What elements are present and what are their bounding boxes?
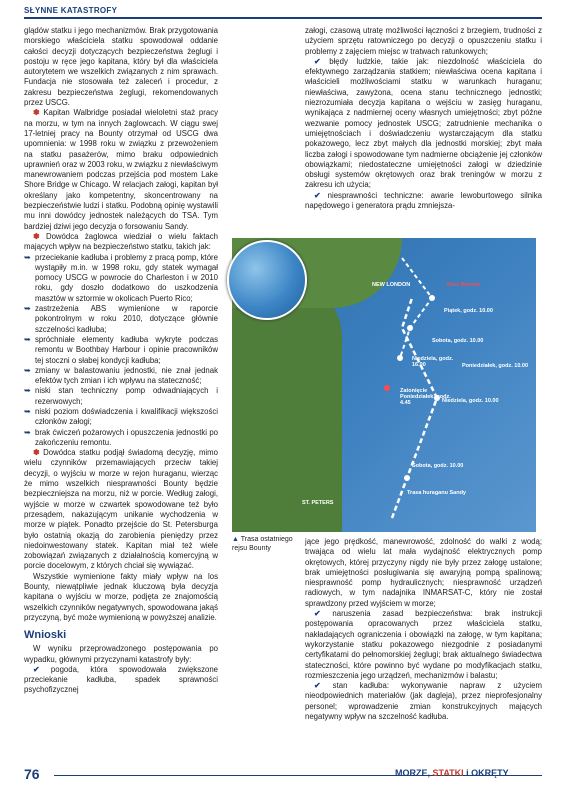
triangle-icon: ▲ bbox=[232, 536, 241, 543]
paragraph: ✔ niesprawności techniczne: awarie lewoburtowego silnika napędowego i generatora prądu zmniejsza- bbox=[305, 190, 542, 211]
paragraph: ✔ stan kadłuba: wykonywanie napraw z użyciem nieodpowiednich materiałów (jak dagleja), przez nieprofesjonalny personel; wprowadzenie zmian konstrukcyjnych mających negatywny wpływ na szczelność kadłuba. bbox=[305, 681, 542, 722]
map-label: Zatonięcie Poniedziałek, godz. 4.45 bbox=[400, 388, 451, 406]
paragraph: W wyniku przeprowadzonego postępowania po wypadku, głównymi przyczynami katastrofy były: bbox=[24, 644, 218, 664]
list-item: ➥ niski stan techniczny pomp odwadniających i rezerwowych; bbox=[24, 386, 218, 406]
list-item: ➥ zmiany w balastowaniu jednostki, nie znał jednak efektów tych zmian i ich wpływu na stateczność; bbox=[24, 365, 218, 386]
arrow-icon: ➥ bbox=[24, 427, 31, 437]
list-item: ➥ brak ćwiczeń pożarowych i opuszczenia jednostki po zakończeniu remontu. bbox=[24, 427, 218, 447]
column-right-bottom bbox=[305, 537, 542, 722]
globe-inset bbox=[227, 240, 307, 320]
map-label: Poniedziałek, godz. 10.00 bbox=[462, 363, 529, 369]
paragraph: załogi, czasową utratę możliwości łączności z brzegiem, trudności z użyciem sprzętu ratowniczego po decyzji o opuszczeniu statku i problemy z zajęciem miejsc w tratwach ratunkowych; bbox=[305, 26, 542, 56]
check-icon: ✔ bbox=[314, 681, 333, 691]
paragraph: Wszystkie wymienione fakty miały wpływ na los Bounty, niewątpliwie jednak kluczową była decyzja kapitana o wyjściu w morze, podjęta ze znajomością wszelkich czynników negatywnych, spowodowana jakąś przyczyną, być może wymienioną w powyższej analizie. bbox=[24, 571, 218, 622]
check-icon: ✔ bbox=[314, 56, 330, 66]
column-right-top bbox=[305, 26, 542, 211]
paragraph: ✽ Kapitan Walbridge posiadał wieloletni staż pracy na morzu, w tym na innych żaglowcach. W ciągu swej 17-letniej pracy na Bounty otrzymał od USCG dwa upomnienia: w 1998 roku w związku z przewożeniem na statku pasażerów, mimo braku odpowiednich uprawnień oraz w 2003 roku, w związku z niewłaściwym manewrowaniem podczas przejścia pod mostem Lake Shore Bridge w Chicago. W relacjach załogi, kapitan był określany jako kompetentny, skoncentrowany na bezpieczeństwie ludzi i statku. Podobną opinię wystawili mu inni dowódcy jednostek należących do TSA. Tym bardziej dziwi jego decyzja o forsowaniu Sandy. bbox=[24, 108, 218, 231]
magazine-title: MORZE, STATKI i OKRĘTY bbox=[395, 768, 509, 778]
map-label: ST. PETERS bbox=[302, 500, 334, 506]
arrow-icon: ➥ bbox=[24, 386, 31, 396]
paragraph: ✽ Dowódca statku podjął świadomą decyzję, mimo wielu czynników przemawiających przeciw takiej decyzji, o wyjściu w morze w rejon huraganu, wierząc że mimo wszelkich niesprawności Bounty będzie bezpieczniejsza na morzu, niż w porcie. Według załogi, wyjście w morze w czwartek spowodowane też było przesądem, nakazującym unikanie wychodzenia w morze w piątek. Ponadto przejście do St. Petersburga było ostatnią okazją do zarobienia pieniędzy przez niedoinwestowany statek. Kapitan miał też wiele zobowiązań związanych z działalnością komercyjną w porcie docelowym, z których chciał się wywiązać. bbox=[24, 448, 218, 571]
list-item: ➥ przeciekanie kadłuba i problemy z pracą pomp, które wystąpiły m.in. w 1998 roku, gdy statek wymagał pomocy USCG w powrocie do Charleston i w 2010 roku, gdy doszło dodatkowo do uszkodzenia masztów w sztormie w okolicach Puerto Rico; bbox=[24, 252, 218, 303]
arrow-icon: ➥ bbox=[24, 406, 31, 416]
map-label: Trasa huraganu Sandy bbox=[407, 490, 466, 496]
star-icon: ✽ bbox=[33, 108, 44, 118]
page-number: 76 bbox=[24, 766, 40, 782]
map-label: NEW LONDON bbox=[372, 282, 411, 288]
paragraph: glądów statku i jego mechanizmów. Brak przygotowania morskiego właściciela statku spowodował oddanie całości decyzji dotyczących bezpieczeństwa żeglugi i postoju w ręce jego kapitana, który był dla właściciela autorytetem we wszelkich związanych z nim sprawach. Fundacja nie stosowała też zaleceń i procedur, z zakresu bezpieczeństwa żeglugi, rekomendowanych przez USCG. bbox=[24, 26, 218, 108]
header-rule bbox=[24, 17, 542, 19]
arrow-icon: ➥ bbox=[24, 365, 31, 375]
paragraph: ✔ pogoda, która spowodowała zwiększone przeciekanie kadłuba, spadek sprawności psychofizycznej bbox=[24, 664, 218, 695]
map-label: Sobota, godz. 10.00 bbox=[432, 338, 484, 344]
map-label: Sobota, godz. 10.00 bbox=[412, 463, 464, 469]
arrow-icon: ➥ bbox=[24, 304, 31, 314]
map-caption: ▲ Trasa ostatniego rejsu Bounty bbox=[232, 536, 293, 552]
map-label: Niedziela, godz. 10.00 bbox=[442, 398, 499, 404]
star-icon: ✽ bbox=[33, 448, 44, 458]
paragraph: ✔ naruszenia zasad bezpieczeństwa: brak instrukcji postępowania opracowanych przez właściciela statku, nakładających ograniczenia i obowiązki na załogę, w tym kapitana; wykorzystanie statku pokazowego niezgodnie z posiadanymi certyfikatami do pełnomorskiej żeglugi; brak aktualnego świadectwa stateczności, które powinno być wydane po modyfikacjach statku, rozmieszczenia jego urządzeń, mechanizmów i balastu; bbox=[305, 609, 542, 680]
list-item: ➥ zastrzeżenia ABS wymienione w raporcie pokontrolnym w roku 2010, dotyczące głównie szczelności kadłuba; bbox=[24, 304, 218, 334]
check-icon: ✔ bbox=[33, 664, 51, 674]
paragraph: ✽ Dowódca żaglowca wiedział o wielu faktach mających wpływ na bezpieczeństwo statku, takich jak: bbox=[24, 231, 218, 252]
paragraph: ✔ błędy ludzkie, takie jak: niezdolność właściciela do efektywnego zarządzania statkiem; niewłaściwa ocena kapitana i właścicieli możliwościami statku w warunkach huraganu; niewłaściwa, zawyżona, ocena stanu technicznego jednostki; niezrozumiała decyzja kapitana o wejściu w zasięg huraganu, wynikająca z nadmiernej oceny własnych umiejętności; zbyt późne wezwanie pomocy jednostek USCG; zatrudnienie mechanika o umiejętnościach i doświadczeniu wystarczającym dla statku pokazowego, lecz zbyt małych dla jednostki morskiej; zbyt mała liczba załogi i spowodowane tym nadmierne obciążenie jej członków obowiązkami; niedostateczne umiejętności załogi w dziedzinie obsługi systemów okrętowych oraz brak treningów w morzu z zakresu ich użycia; bbox=[305, 56, 542, 190]
arrow-icon: ➥ bbox=[24, 252, 31, 262]
arrow-icon: ➥ bbox=[24, 334, 31, 344]
column-left bbox=[24, 26, 218, 696]
star-icon: ✽ bbox=[33, 231, 46, 241]
section-title: Wnioski bbox=[24, 629, 67, 642]
map-label: Kurs Bounty bbox=[447, 282, 480, 288]
check-icon: ✔ bbox=[314, 609, 333, 619]
section-header: SŁYNNE KATASTROFY bbox=[24, 6, 118, 15]
list-item: ➥ spróchniałe elementy kadłuba wykryte podczas remontu w Boothbay Harbour i opinie pracowników tej stoczni o słabej kondycji kadłuba; bbox=[24, 334, 218, 365]
map-label: Piątek, godz. 10.00 bbox=[444, 308, 493, 314]
check-icon: ✔ bbox=[314, 190, 328, 200]
list-item: ➥ niski poziom doświadczenia i kwalifikacji większości członków załogi; bbox=[24, 406, 218, 427]
map-label: Niedziela, godz. 16.00 bbox=[412, 356, 454, 368]
paragraph: jące jego prędkość, manewrowość, zdolność do walki z wodą; trwająca od wielu lat mała wydajność elektrycznych pomp okrętowych, której przyczyny nigdy nie były przez załogę ustalone; brak umiejętności posługiwania się awaryjną pompą spalinową; niesprawność pomp hydraulicznych; niesprawność urządzeń radiowych, w tym nadajnika INMARSAT-C, który nie został sprawdzony przed wyjściem w morze; bbox=[305, 537, 542, 608]
